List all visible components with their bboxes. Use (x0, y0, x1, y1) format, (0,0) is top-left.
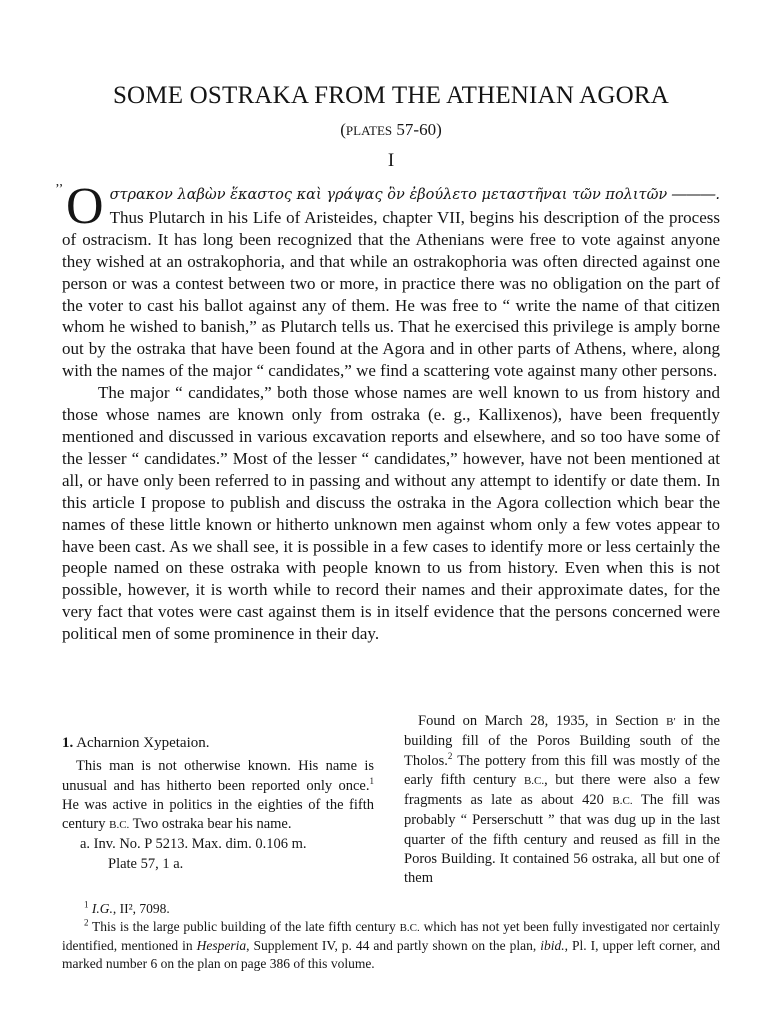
footnote-2-a: This is the large public building of the late fifth century (88, 918, 400, 934)
rc-text-4: , but there were also a few fragments as late as about 420 (404, 771, 720, 809)
paragraph-1 (62, 178, 720, 382)
footnote-1-rest: , II², 7098. (112, 901, 170, 916)
entry-text-c: Two ostraka bear his name. (129, 816, 292, 833)
entry-text-a: This man is not otherwise known. His name is unusual and has hitherto been reported only once. (62, 758, 374, 794)
paragraph-2: The major “ candidates,” both those whose names are well known to us from history and those whose names are known only from ostraka (e. g., Kallixenos), have been frequently mentioned and discussed in various excavation reports and elsewhere, and so too have some of the lesser “ candidates.” Most of the lesser “ candidates,” however, have not been mentioned at all, or have only been referred to in passing and without any attempt to identify or date them. In this article I propose to publish and discuss the ostraka in the Agora collection which bear the names of these little known or hitherto unknown men against whom only a few votes appear to have been cast. As we shall see, it is possible in a few cases to identify more or less certainly the people named on these ostraka with people known to us from history. Even when this is not possible, however, it is worth while to record their names and their approximate dates, for the very fact that votes were cast against them is in itself evidence that the persons concerned were political men of some prominence in their day. (62, 383, 720, 644)
quote-mark: ’’ (55, 182, 64, 197)
footnote-1-ref: I.G. (91, 901, 113, 916)
plates-label: PLATES (345, 123, 393, 138)
rc-text-1: Found on March 28, 1935, in Section (418, 713, 667, 729)
right-column (404, 712, 720, 889)
find-context (404, 712, 720, 889)
entry-heading (62, 734, 374, 753)
plates-open: ( (340, 120, 346, 139)
bc-abbrev: B.C. (109, 819, 130, 832)
entry-description (62, 757, 374, 835)
footnote-2-bc: B.C. (399, 921, 420, 934)
section-number: I (387, 150, 395, 171)
greek-quotation: στρακον λαβὼν ἕκαστος καὶ γράψας ὃν ἐβούλετο μεταστῆναι τῶν πολιτῶν ―――. (109, 187, 720, 203)
footnote-2 (62, 918, 720, 973)
footnote-1-number: 1 (84, 899, 89, 910)
entry-text-b: He was active in politics in the eighties of the fifth century (62, 796, 374, 833)
bc-abbrev-2: B.C. (612, 795, 633, 808)
footnote-2-d: , Pl. I, upper left corner, and marked number 6 on the plan on page 386 of this volume. (62, 938, 720, 971)
bc-abbrev-1: B.C. (523, 774, 545, 787)
entry-number: 1. (62, 735, 74, 751)
section-label: B′ (666, 716, 676, 728)
footnote-2-c: , Supplement IV, p. 44 and partly shown on the plan, (246, 938, 541, 953)
left-column (62, 734, 374, 874)
rc-text-3: The pottery from this fill was mostly of the early fifth century (404, 752, 720, 788)
rc-text-2: in the building fill of the Poros Building south of the Tholos. (404, 713, 720, 769)
plates-reference (62, 120, 720, 140)
footnote-2-journal: Hesperia (196, 938, 247, 953)
footnote-1 (62, 900, 720, 918)
plates-range: 57-60) (392, 120, 442, 139)
footnotes (62, 900, 720, 972)
footnote-2-ibid: ibid. (540, 938, 565, 953)
footnote-2-b: which has not yet been fully investigated nor certainly identified, mentioned in (62, 918, 720, 953)
rc-text-5: The fill was probably “ Perserschutt ” that was dug up in the last quarter of the fifth century and reused as fill in the Poros Building. It contained 56 ostraka, all but one of them (404, 792, 721, 887)
footnote-2-number: 2 (84, 917, 89, 927)
footnote-ref-2: 2 (447, 750, 453, 761)
article-title: SOME OSTRAKA FROM THE ATHENIAN AGORA (112, 82, 670, 109)
paragraph-1-text: Thus Plutarch in his Life of Aristeides, chapter VII, begins his description of the process of ostracism. It has long been recognized that the Athenians were free to vote against anyone they wished at an ostrakophoria, and that while an ostrakophoria was often directed against one person or was a contest between two or more, in practice there was no obligation on the part of the voter to cast his ballot against any of them. He was free to “ write the name of that citizen whom he wished to banish,” as Plutarch tells us. That he exercised this privilege is amply borne out by the ostraka that have been found at the Agora and in other parts of Athens, where, along with the names of the major “ candidates,” we find a scattering vote against many other persons. (62, 207, 720, 381)
entry-name: Acharnion Xypetaion. (76, 735, 210, 751)
plate-line: Plate 57, 1 a. (108, 855, 184, 872)
footnote-ref-1: 1 (369, 775, 374, 786)
main-text (55, 178, 720, 645)
drop-cap: O (66, 178, 104, 235)
inventory-line: a. Inv. No. P 5213. Max. dim. 0.106 m. (80, 836, 307, 853)
